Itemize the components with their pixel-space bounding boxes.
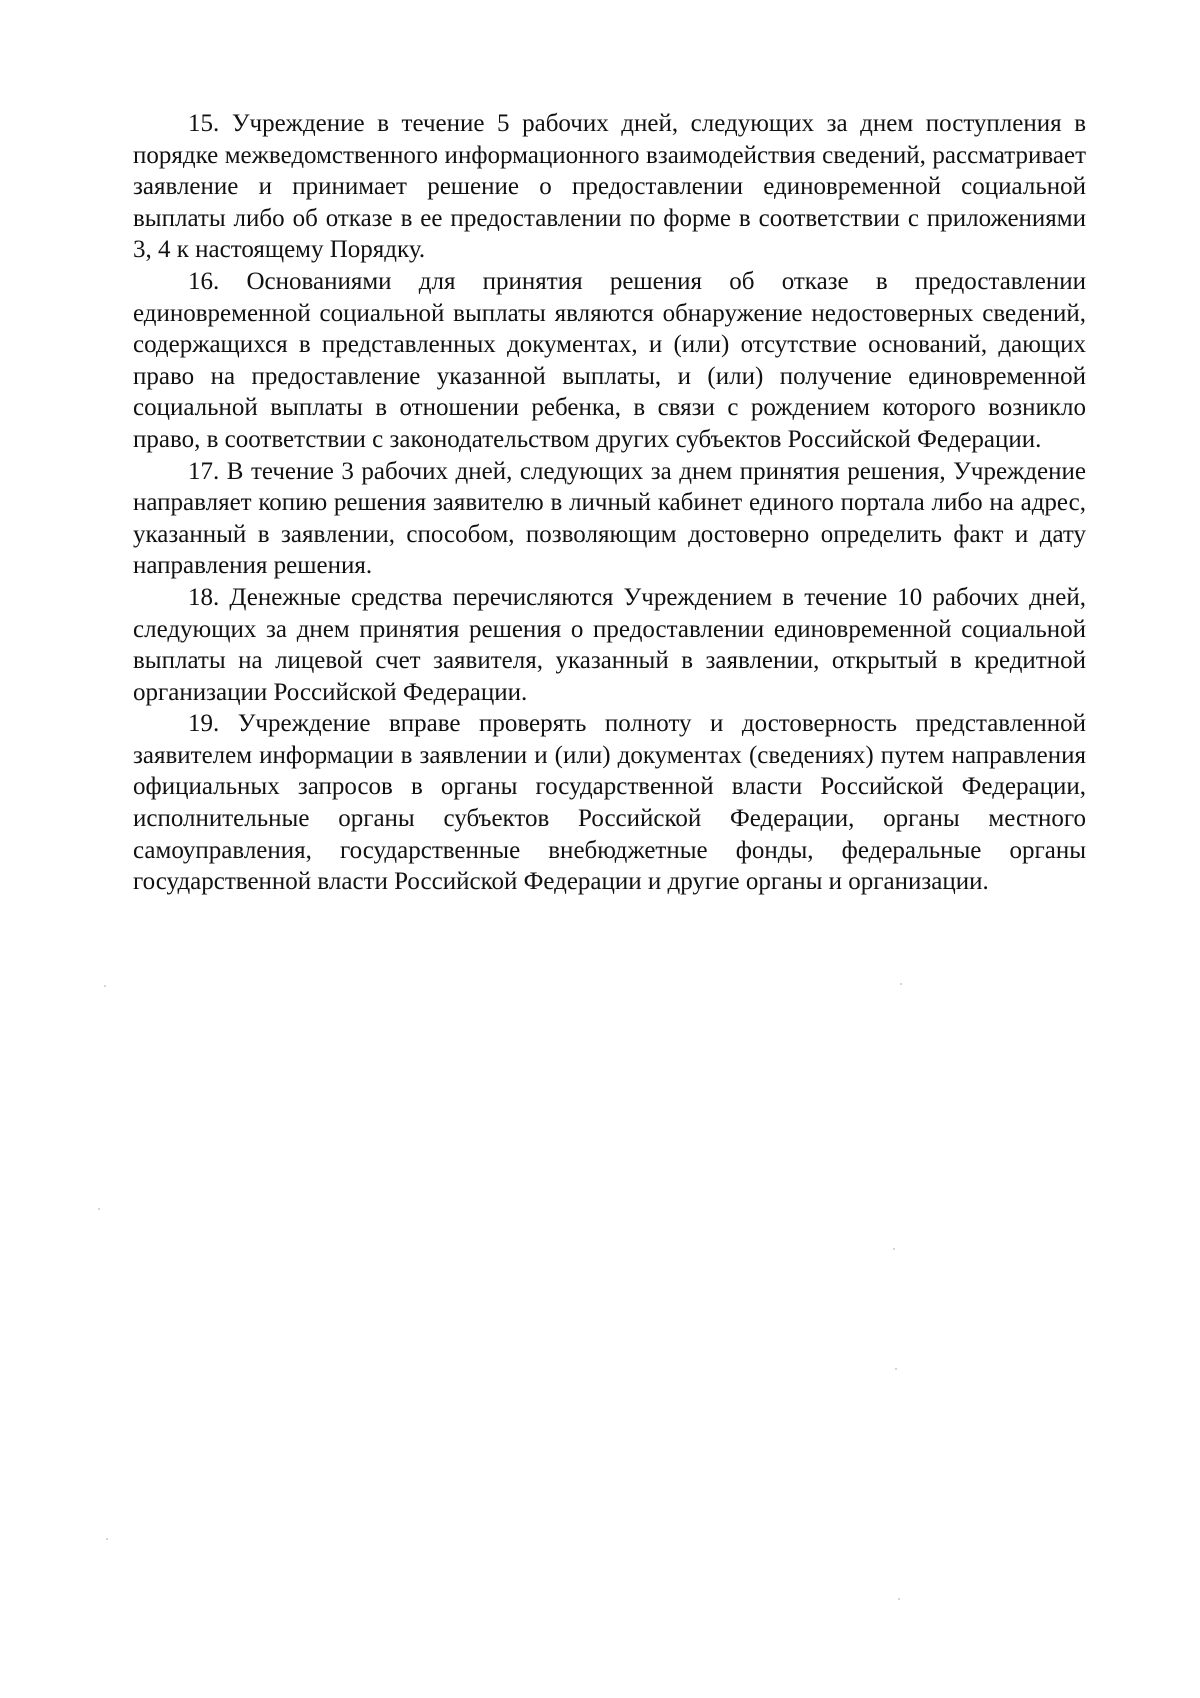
paragraph-19: 19. Учреждение вправе проверять полноту и достоверность представленной заявителем информации в заявлении и (или) документах (сведениях) путем направления официальных запросов в органы государственной власти Российской Федерации, исполнительные органы субъектов Российской Федерации, органы местного самоуправления, государственные внебюджетные фонды, федеральные органы государственной власти Российской Федерации и другие органы и организации.: [133, 710, 1086, 896]
scan-speck: [900, 983, 902, 985]
scan-speck: [895, 1368, 897, 1370]
scan-speck: [893, 1248, 895, 1250]
document-body: [133, 108, 1086, 898]
scan-speck: [98, 1208, 100, 1210]
paragraph-16: 16. Основаниями для принятия решения об отказе в предоставлении единовременной социальной выплаты являются обнаружение недостоверных сведений, содержащихся в представленных документах, и (или) отсутствие оснований, дающих право на предоставление указанной выплаты, и (или) получение единовременной социальной выплаты в отношении ребенка, в связи с рождением которого возникло право, в соответствии с законодательством других субъектов Российской Федерации.: [133, 267, 1086, 453]
scan-speck: [106, 1538, 108, 1540]
scan-speck: [104, 985, 106, 987]
paragraph-15: 15. Учреждение в течение 5 рабочих дней, следующих за днем поступления в порядке межведомственного информационного взаимодействия сведений, рассматривает заявление и принимает решение о предоставлении единовременной социальной выплаты либо об отказе в ее предоставлении по форме в соответствии с приложениями 3, 4 к настоящему Порядку.: [133, 110, 1086, 264]
scan-speck: [898, 1598, 900, 1600]
paragraph-17: 17. В течение 3 рабочих дней, следующих за днем принятия решения, Учреждение направляет копию решения заявителю в личный кабинет единого портала либо на адрес, указанный в заявлении, способом, позволяющим достоверно определить факт и дату направления решения.: [133, 457, 1086, 580]
paragraph-18: 18. Денежные средства перечисляются Учреждением в течение 10 рабочих дней, следующих за днем принятия решения о предоставлении единовременной социальной выплаты на лицевой счет заявителя, указанный в заявлении, открытый в кредитной организации Российской Федерации.: [133, 583, 1086, 706]
